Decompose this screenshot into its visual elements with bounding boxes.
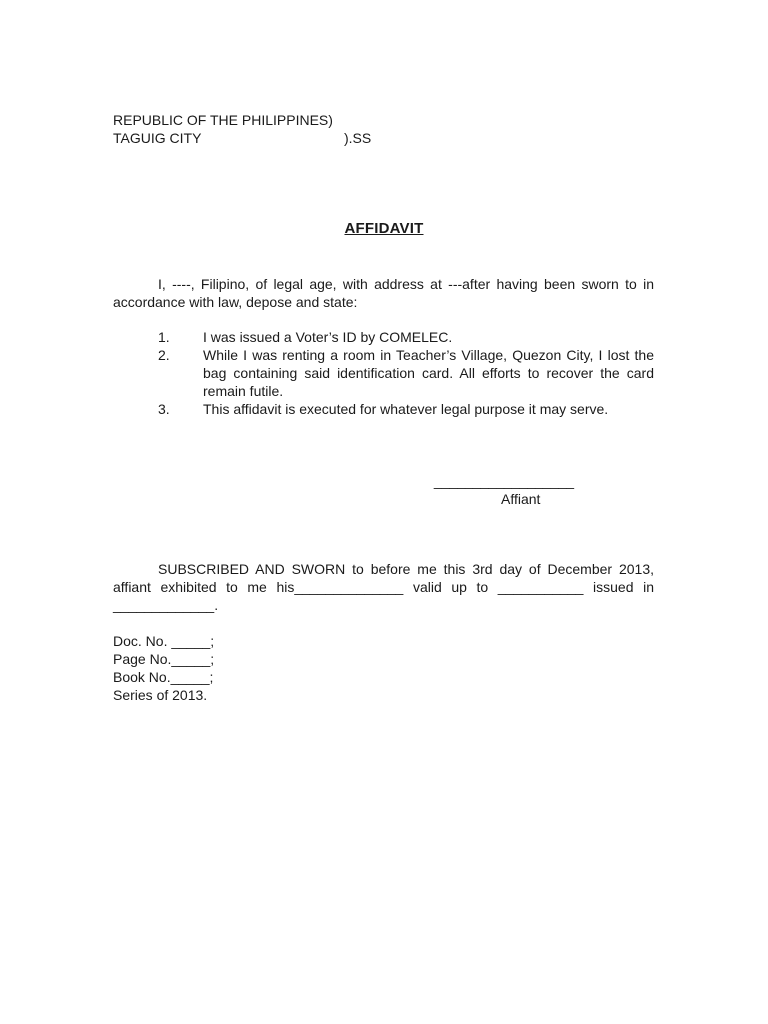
affiant-label: Affiant: [501, 491, 541, 507]
list-item: [113, 346, 654, 400]
list-item-text: While I was renting a room in Teacher’s Village, Quezon City, I lost the bag containing said identification card. All efforts to recover the card remain futile.: [203, 347, 654, 399]
affiant-signature-block: [429, 472, 579, 508]
list-item-number: 2.: [158, 347, 170, 363]
venue-ss: ).SS: [344, 130, 372, 146]
venue-republic: REPUBLIC OF THE PHILIPPINES): [113, 112, 333, 128]
venue-city: TAGUIG CITY: [113, 130, 202, 146]
statement-list: [113, 328, 654, 418]
page-number: Page No._____;: [113, 651, 215, 667]
list-item: [113, 400, 654, 418]
book-number: Book No._____;: [113, 669, 214, 685]
list-item: [113, 328, 654, 346]
venue-block: [113, 111, 372, 147]
series-year: Series of 2013.: [113, 687, 208, 703]
notarial-register-block: [113, 632, 214, 704]
intro-paragraph: I, ----, Filipino, of legal age, with address at ---after having been sworn to in accordance with law, depose and state:: [113, 276, 654, 310]
doc-number: Doc. No. _____;: [113, 633, 215, 649]
document-title: AFFIDAVIT: [344, 220, 424, 237]
signature-line: __________________: [433, 473, 575, 489]
list-item-number: 1.: [158, 329, 170, 345]
list-item-text: I was issued a Voter’s ID by COMELEC.: [203, 329, 453, 345]
list-item-number: 3.: [158, 401, 170, 417]
jurat-paragraph: SUBSCRIBED AND SWORN to before me this 3rd day of December 2013, affiant exhibited to me his______________ valid up to ___________ issued in _____________.: [113, 561, 654, 613]
list-item-text: This affidavit is executed for whatever legal purpose it may serve.: [203, 401, 609, 417]
